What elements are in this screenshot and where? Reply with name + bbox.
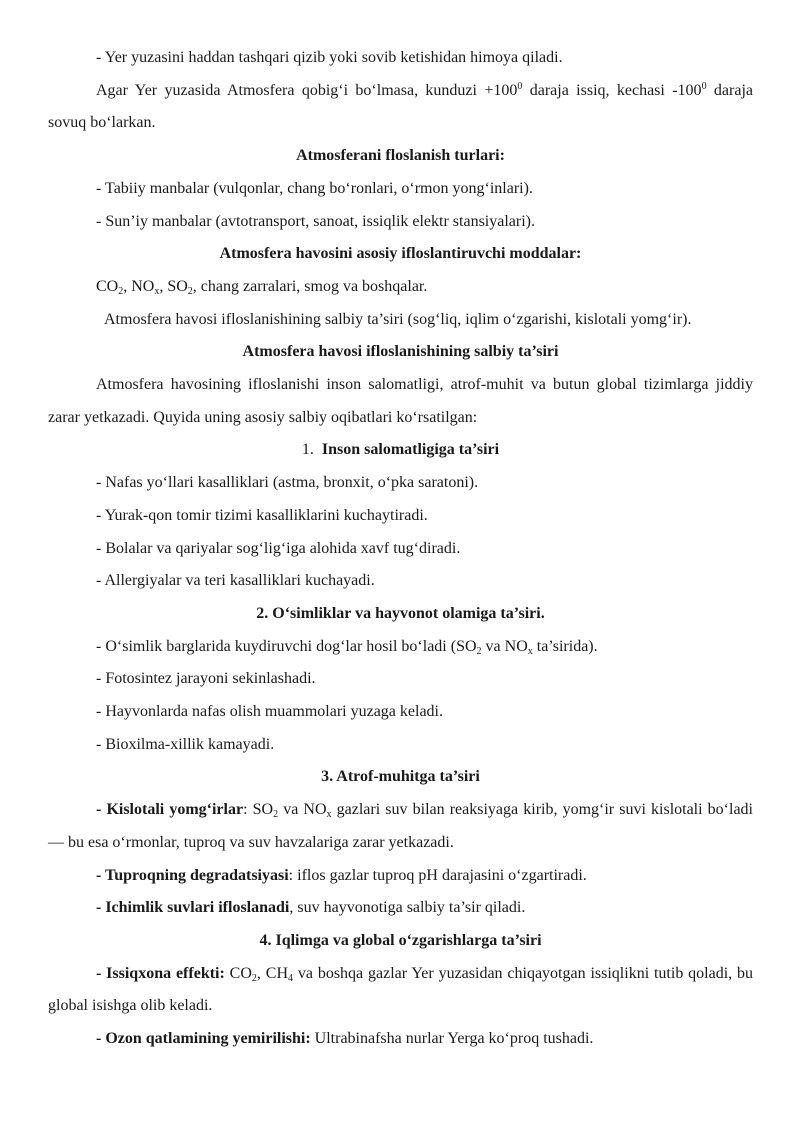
paragraph [48,663,753,696]
paragraph [48,500,753,533]
text: gazlari suv bilan reaksiyaga kirib, yomg‘ir suvi kislotali bo‘ladi — bu esa o‘rmonlar, tuproq va suv havzalariga zarar yetkazadi. [48,801,754,851]
text: , chang zarralari, smog va boshqalar. [192,277,428,295]
bold-term: - Tuproqning degradatsiyasi [96,866,289,884]
section-heading: Atmosfera havosi ifloslanishining salbiy ta’siri [242,343,559,361]
paragraph [48,206,753,239]
paragraph [48,860,753,893]
text: - Fotosintez jarayoni sekinlashadi. [96,670,316,688]
paragraph [48,631,753,664]
paragraph [48,958,753,1023]
subscript: 2 [273,809,279,821]
subscript: 2 [251,972,257,984]
bold-term: - Ozon qatlamining yemirilishi: [96,1030,311,1048]
paragraph [48,696,753,729]
paragraph [48,533,753,566]
paragraph [48,467,753,500]
numbered-heading [48,434,753,467]
text: , suv hayvonotiga salbiy ta’sir qiladi. [289,899,526,917]
text: ta’sirida). [532,637,598,655]
section-heading: 4. Iqlimga va global o‘zgarishlarga ta’siri [259,931,542,949]
text: - O‘simlik barglarida kuydiruvchi dog‘lar hosil bo‘ladi (SO [96,637,477,655]
section-heading: Atmosferani floslanish turlari: [296,147,505,165]
text: : iflos gazlar tuproq pH darajasini o‘zgartiradi. [288,866,587,884]
text: , SO [159,277,188,295]
text: Atmosfera havosining ifloslanishi inson salomatligi, atrof-muhit va butun global tizimlarga jiddiy zarar yetkazadi. Quyida uning asosiy salbiy oqibatlari ko‘rsatilgan: [48,376,753,426]
text: va NO [481,637,528,655]
text: : SO [243,801,274,819]
text: - Bolalar va qariyalar sog‘lig‘iga alohida xavf tug‘diradi. [96,539,461,557]
text: va boshqa gazlar Yer yuzasidan chiqayotgan issiqlikni tutib qoladi, bu global isishga olib keladi. [48,964,754,1015]
paragraph [48,794,753,859]
bold-term: - Issiqxona effekti: [96,964,225,982]
subscript: 2 [187,285,193,297]
text: Agar Yer yuzasida Atmosfera qobig‘i bo‘lmasa, kunduzi +100 [96,81,518,99]
text: - Nafas yo‘llari kasalliklari (astma, bronxit, o‘pka saratoni). [96,474,479,492]
paragraph [48,565,753,598]
paragraph [48,1023,753,1056]
text: daraja sovuq bo‘larkan. [48,81,754,132]
text: - Tabiiy manbalar (vulqonlar, chang bo‘ronlari, o‘rmon yong‘inlari). [96,179,533,197]
section-heading: Atmosfera havosini asosiy ifloslantiruvchi moddalar: [219,245,582,263]
text: - Yurak-qon tomir tizimi kasalliklarini kuchaytiradi. [96,506,428,524]
document-page [48,42,753,1056]
paragraph [48,173,753,206]
text: - Allergiyalar va teri kasalliklari kuchayadi. [96,572,375,590]
subscript: 2 [118,285,124,297]
subscript: x [326,809,332,821]
paragraph [48,271,753,304]
paragraph [48,369,753,434]
subscript: 4 [288,972,294,984]
text: daraja issiq, kechasi -100 [522,81,702,99]
section-heading: 3. Atrof-muhitga ta’siri [321,768,480,786]
text: , CH [256,964,289,982]
text: - Yer yuzasini haddan tashqari qizib yoki sovib ketishidan himoya qiladi. [96,49,563,66]
text: CO [224,964,252,982]
heading-number: 1. [301,441,314,459]
text: Ultrabinafsha nurlar Yerga ko‘proq tushadi. [310,1030,594,1048]
text: CO [96,277,119,295]
paragraph [48,75,753,140]
text: - Bioxilma-xillik kamayadi. [96,735,275,753]
text: - Sun’iy manbalar (avtotransport, sanoat, issiqlik elektr stansiyalari). [96,212,535,230]
text: - Hayvonlarda nafas olish muammolari yuzaga keladi. [96,703,443,721]
heading-text: Inson salomatligiga ta’siri [321,441,500,459]
superscript: 0 [701,80,707,92]
bold-term: - Kislotali yomg‘irlar [96,801,244,819]
subscript: x [154,285,160,297]
paragraph [48,892,753,925]
paragraph [48,42,753,75]
text: va NO [278,801,327,819]
superscript: 0 [517,80,523,92]
subscript: 2 [476,645,482,657]
bold-term: - Ichimlik suvlari ifloslanadi [96,899,290,917]
paragraph [48,304,753,337]
text: Atmosfera havosi ifloslanishining salbiy ta’siri (sog‘liq, iqlim o‘zgarishi, kislotali yomg‘ir). [104,310,692,328]
paragraph [48,729,753,762]
section-heading: 2. O‘simliklar va hayvonot olamiga ta’siri. [256,604,545,622]
subscript: x [527,645,533,657]
text: , NO [123,277,155,295]
